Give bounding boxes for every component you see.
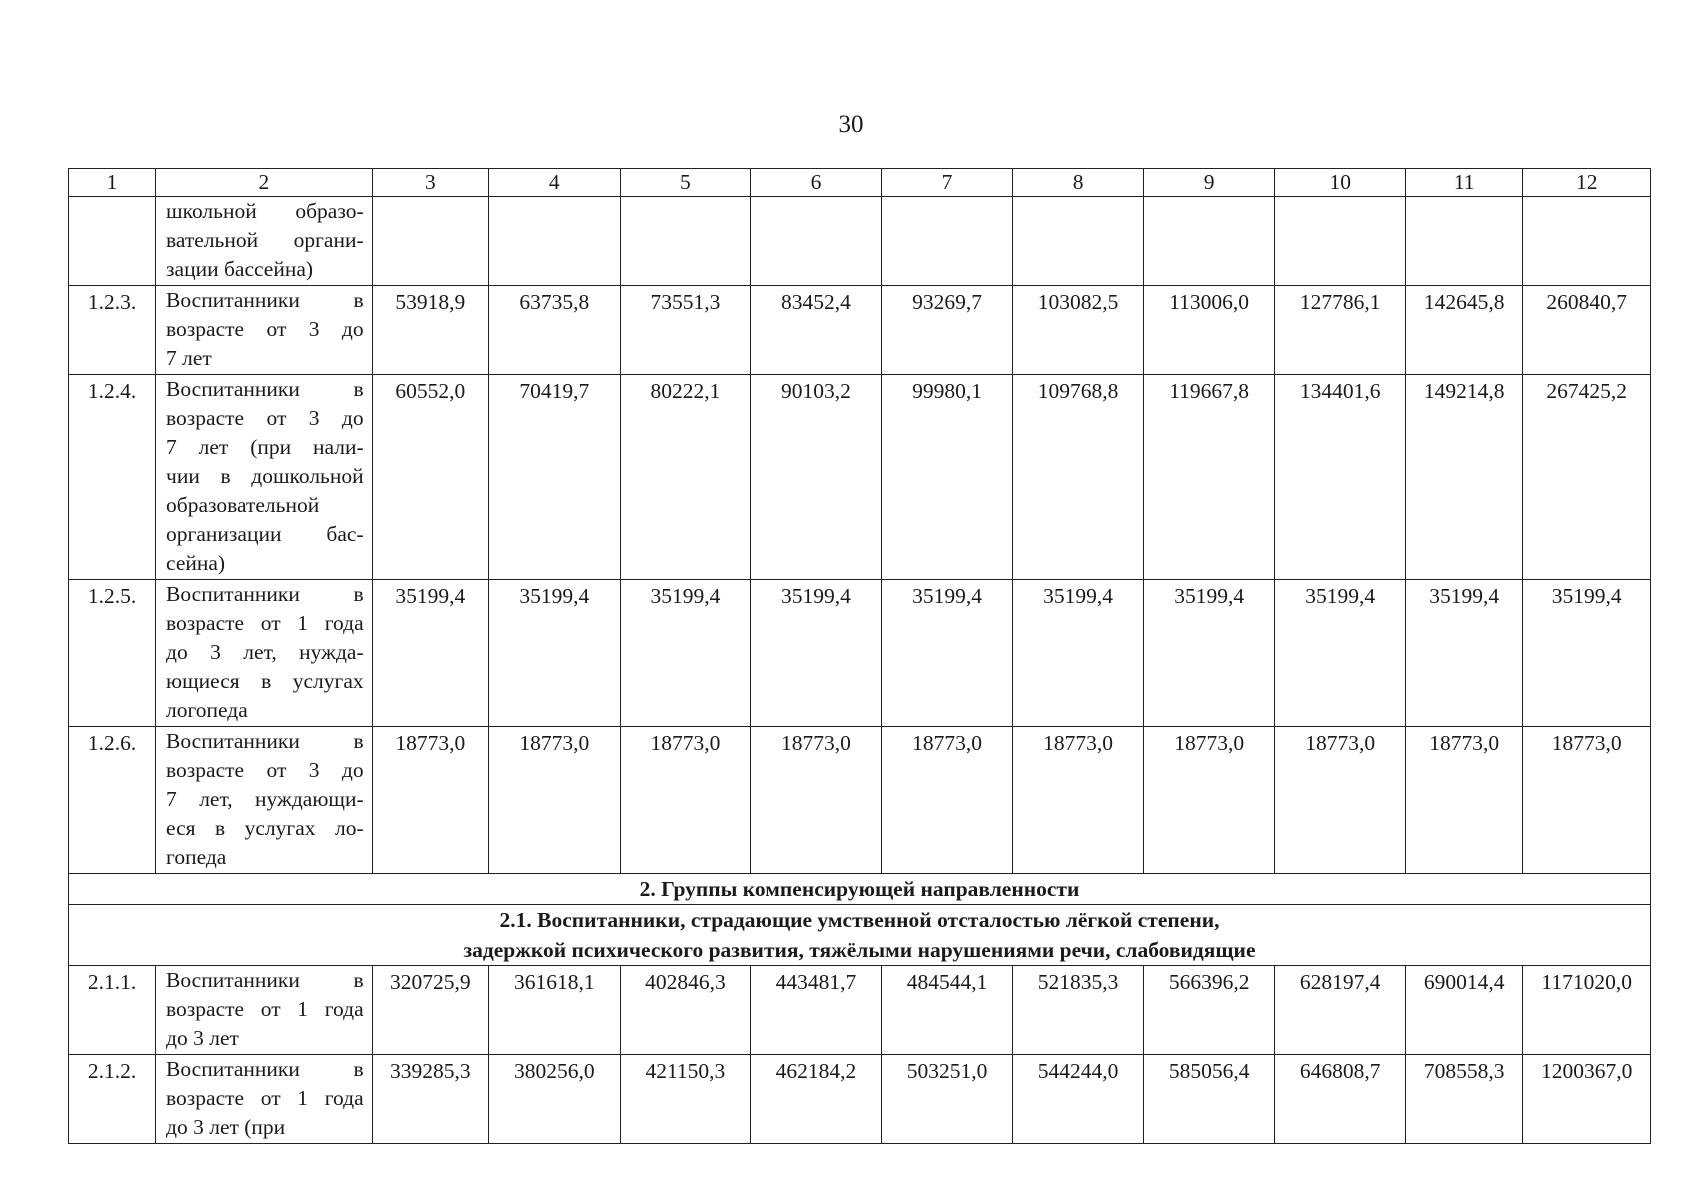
row-name-line: организации бас- (166, 522, 364, 546)
row-name-line: до 3 лет, нужда- (166, 640, 364, 664)
row-name-cell (156, 375, 373, 580)
value-cell: 35199,4 (751, 580, 882, 727)
value-cell: 35199,4 (1275, 580, 1406, 727)
row-name-cell (156, 1055, 373, 1144)
value-cell: 35199,4 (1406, 580, 1523, 727)
value-cell: 380256,0 (489, 1055, 621, 1144)
subsection-title-row (69, 905, 1651, 966)
row-name-cell (156, 966, 373, 1055)
value-cell: 35199,4 (1013, 580, 1144, 727)
table-body (69, 169, 1651, 1144)
value-cell: 80222,1 (620, 375, 751, 580)
column-number-cell: 1 (69, 169, 156, 197)
value-cell: 103082,5 (1013, 286, 1144, 375)
value-cell: 585056,4 (1143, 1055, 1275, 1144)
row-name-line: зации бассейна) (166, 257, 314, 281)
row-name-line: логопеда (166, 698, 248, 722)
value-cell: 320725,9 (372, 966, 488, 1055)
value-cell: 484544,1 (881, 966, 1013, 1055)
row-name-line: чии в дошкольной (166, 464, 364, 488)
value-cell: 35199,4 (1523, 580, 1651, 727)
column-number-row (69, 169, 1651, 197)
value-cell (751, 197, 882, 286)
value-cell: 646808,7 (1275, 1055, 1406, 1144)
value-cell (620, 197, 751, 286)
value-cell: 18773,0 (1406, 727, 1523, 874)
value-cell: 18773,0 (620, 727, 751, 874)
value-cell: 142645,8 (1406, 286, 1523, 375)
row-name-line: до 3 лет (при (166, 1115, 286, 1139)
value-cell (372, 197, 488, 286)
column-number-cell: 12 (1523, 169, 1651, 197)
column-number-cell: 2 (156, 169, 373, 197)
value-cell (1013, 197, 1144, 286)
value-cell: 109768,8 (1013, 375, 1144, 580)
column-number-cell: 3 (372, 169, 488, 197)
value-cell: 18773,0 (489, 727, 621, 874)
value-cell: 134401,6 (1275, 375, 1406, 580)
subsection-title (69, 905, 1651, 966)
value-cell: 35199,4 (881, 580, 1013, 727)
value-cell: 260840,7 (1523, 286, 1651, 375)
value-cell: 99980,1 (881, 375, 1013, 580)
row-name-line: 7 лет, нуждающи- (166, 787, 364, 811)
table-row (69, 727, 1651, 874)
row-name-line: возрасте от 3 до (166, 406, 364, 430)
column-number-cell: 11 (1406, 169, 1523, 197)
row-name-line: возрасте от 1 года (166, 997, 364, 1021)
section-title-row (69, 874, 1651, 905)
row-name-line: еся в услугах ло- (166, 816, 364, 840)
table-row (69, 286, 1651, 375)
value-cell: 60552,0 (372, 375, 488, 580)
value-cell: 113006,0 (1143, 286, 1275, 375)
row-name-line: возрасте от 1 года (166, 611, 364, 635)
row-name-line: сейна) (166, 551, 226, 575)
value-cell (881, 197, 1013, 286)
table-row (69, 580, 1651, 727)
value-cell: 63735,8 (489, 286, 621, 375)
column-number-cell: 8 (1013, 169, 1144, 197)
value-cell (1143, 197, 1275, 286)
value-cell: 566396,2 (1143, 966, 1275, 1055)
value-cell: 18773,0 (1143, 727, 1275, 874)
row-name-cell (156, 197, 373, 286)
value-cell: 83452,4 (751, 286, 882, 375)
value-cell: 93269,7 (881, 286, 1013, 375)
value-cell: 18773,0 (751, 727, 882, 874)
row-name-line: Воспитанники в (166, 288, 364, 312)
row-name-line: 7 лет (166, 346, 212, 370)
subsection-title-line: 2.1. Воспитанники, страдающие умственной отсталостью лёгкой степени, (499, 908, 1220, 932)
table-row (69, 375, 1651, 580)
row-number-cell (69, 197, 156, 286)
value-cell: 462184,2 (751, 1055, 882, 1144)
column-number-cell: 6 (751, 169, 882, 197)
value-cell: 1200367,0 (1523, 1055, 1651, 1144)
page-number: 30 (838, 111, 864, 138)
row-number-cell: 1.2.5. (69, 580, 156, 727)
value-cell: 73551,3 (620, 286, 751, 375)
value-cell: 361618,1 (489, 966, 621, 1055)
row-name-line: Воспитанники в (166, 1057, 364, 1081)
row-name-line: Воспитанники в (166, 729, 364, 753)
section-title-line: 2. Группы компенсирующей направленности (639, 877, 1080, 901)
value-cell (1275, 197, 1406, 286)
value-cell (1523, 197, 1651, 286)
row-name-line: возрасте от 3 до (166, 758, 364, 782)
row-name-line: 7 лет (при нали- (166, 435, 364, 459)
value-cell: 18773,0 (881, 727, 1013, 874)
value-cell: 443481,7 (751, 966, 882, 1055)
row-name-line: ющиеся в услугах (166, 669, 364, 693)
column-number-cell: 9 (1143, 169, 1275, 197)
value-cell: 53918,9 (372, 286, 488, 375)
value-cell: 708558,3 (1406, 1055, 1523, 1144)
value-cell: 18773,0 (1013, 727, 1144, 874)
value-cell: 544244,0 (1013, 1055, 1144, 1144)
row-name-line: гопеда (166, 845, 227, 869)
table-row (69, 197, 1651, 286)
row-number-cell: 1.2.3. (69, 286, 156, 375)
row-name-line: вательной органи- (166, 228, 364, 252)
value-cell: 690014,4 (1406, 966, 1523, 1055)
value-cell: 149214,8 (1406, 375, 1523, 580)
value-cell: 35199,4 (489, 580, 621, 727)
value-cell: 1171020,0 (1523, 966, 1651, 1055)
row-number-cell: 2.1.2. (69, 1055, 156, 1144)
row-name-line: образовательной (166, 493, 320, 517)
table-row (69, 1055, 1651, 1144)
column-number-cell: 7 (881, 169, 1013, 197)
row-number-cell: 2.1.1. (69, 966, 156, 1055)
value-cell (1406, 197, 1523, 286)
column-number-cell: 5 (620, 169, 751, 197)
value-cell: 339285,3 (372, 1055, 488, 1144)
row-number-cell: 1.2.6. (69, 727, 156, 874)
value-cell: 267425,2 (1523, 375, 1651, 580)
row-name-cell (156, 286, 373, 375)
value-cell: 35199,4 (1143, 580, 1275, 727)
value-cell: 35199,4 (372, 580, 488, 727)
row-number-cell: 1.2.4. (69, 375, 156, 580)
row-name-line: Воспитанники в (166, 582, 364, 606)
value-cell: 18773,0 (1275, 727, 1406, 874)
row-name-cell (156, 580, 373, 727)
row-name-line: возрасте от 3 до (166, 317, 364, 341)
value-cell: 521835,3 (1013, 966, 1144, 1055)
value-cell: 127786,1 (1275, 286, 1406, 375)
value-cell: 628197,4 (1275, 966, 1406, 1055)
value-cell: 119667,8 (1143, 375, 1275, 580)
subsection-title-line: задержкой психического развития, тяжёлыми нарушениями речи, слабовидящие (463, 938, 1256, 962)
value-cell: 402846,3 (620, 966, 751, 1055)
row-name-line: возрасте от 1 года (166, 1086, 364, 1110)
value-cell: 90103,2 (751, 375, 882, 580)
section-title (69, 874, 1651, 905)
row-name-line: до 3 лет (166, 1026, 239, 1050)
value-cell: 18773,0 (372, 727, 488, 874)
row-name-line: школьной образо- (166, 199, 364, 223)
column-number-cell: 4 (489, 169, 621, 197)
value-cell: 421150,3 (620, 1055, 751, 1144)
tariff-table (68, 168, 1651, 1144)
value-cell: 18773,0 (1523, 727, 1651, 874)
value-cell: 70419,7 (489, 375, 621, 580)
column-number-cell: 10 (1275, 169, 1406, 197)
row-name-line: Воспитанники в (166, 377, 364, 401)
value-cell: 503251,0 (881, 1055, 1013, 1144)
value-cell (489, 197, 621, 286)
row-name-cell (156, 727, 373, 874)
value-cell: 35199,4 (620, 580, 751, 727)
row-name-line: Воспитанники в (166, 968, 364, 992)
table-row (69, 966, 1651, 1055)
